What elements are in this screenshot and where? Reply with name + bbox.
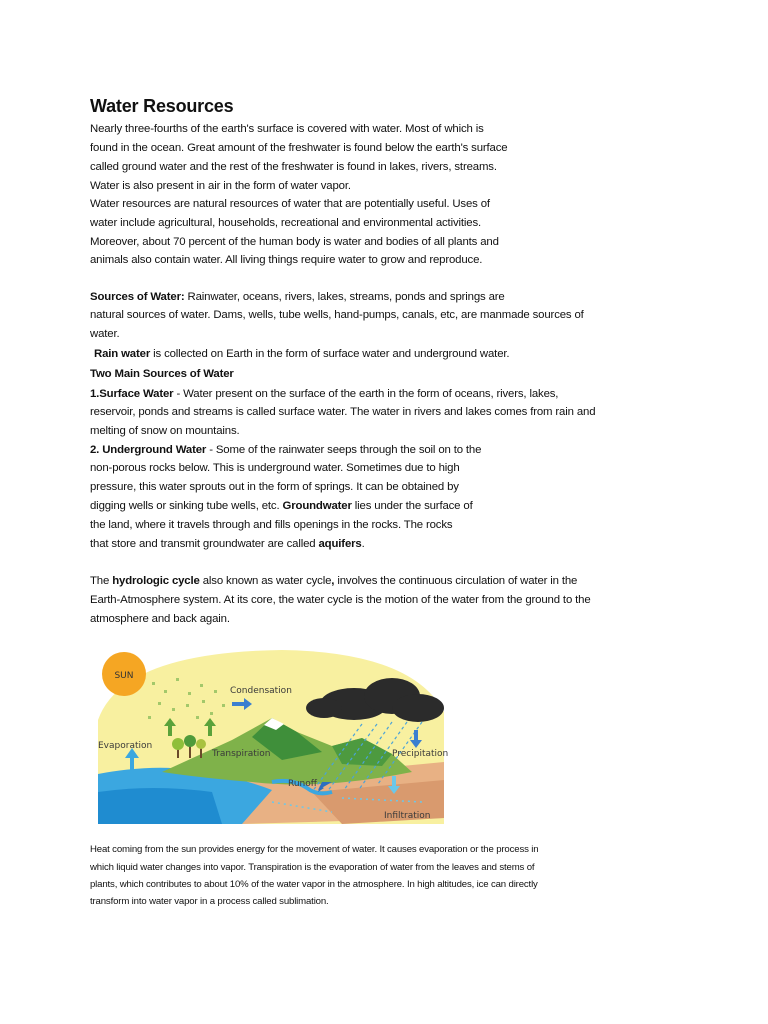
intro-line: found in the ocean. Great amount of the freshwater is found below the earth's surface	[90, 142, 508, 154]
hydro-line	[90, 574, 577, 588]
underground-line: the land, where it travels through and fills openings in the rocks. The rocks	[90, 519, 453, 531]
underground-line	[90, 443, 481, 457]
surface-text: - Water present on the surface of the earth in the form of oceans, rivers, lakes,	[173, 388, 559, 400]
surface-line: reservoir, ponds and streams is called surface water. The water in rivers and lakes comes from rain and	[90, 406, 596, 418]
section-heading: Two Main Sources of Water	[90, 368, 234, 380]
tree-trunk	[189, 746, 191, 758]
intro-line: Moreover, about 70 percent of the human body is water and bodies of all plants and	[90, 236, 499, 248]
underground-line: pressure, this water sprouts out in the form of springs. It can be obtained by	[90, 481, 459, 493]
underground-text: digging wells or sinking tube wells, etc.	[90, 500, 283, 512]
closing-line: plants, which contributes to about 10% of the water vapor in the atmosphere. In high altitudes, ice can directly	[90, 879, 538, 890]
tree-trunk	[200, 748, 202, 758]
underground-text: lies under the surface of	[351, 500, 473, 512]
intro-line: Water resources are natural resources of water that are potentially useful. Uses of	[90, 198, 490, 210]
tree-icon	[196, 739, 206, 749]
underground-text: that store and transmit groundwater are called	[90, 538, 319, 550]
sun-label: SUN	[114, 671, 134, 681]
hydrologic-term: hydrologic cycle	[112, 575, 200, 587]
hydro-comma: ,	[331, 575, 335, 587]
closing-line: which liquid water changes into vapor. Transpiration is the evaporation of water from the leaves and stems of	[90, 862, 535, 873]
closing-line: transform into water vapor in a process called sublimation.	[90, 896, 329, 907]
surface-label: 1.Surface Water	[90, 388, 174, 400]
underground-label: 2. Underground Water	[90, 444, 207, 456]
intro-line: water include agricultural, households, recreational and environmental activities.	[90, 217, 482, 229]
underground-text: - Some of the rainwater seeps through the soil on to the	[206, 444, 482, 456]
tree-icon	[172, 738, 184, 750]
intro-line: Water is also present in air in the form of water vapor.	[90, 180, 351, 192]
hydro-line: Earth-Atmosphere system. At its core, the water cycle is the motion of the water from the ground to the	[90, 594, 591, 606]
tree-icon	[184, 735, 196, 747]
closing-line: Heat coming from the sun provides energy for the movement of water. It causes evaporation or the process in	[90, 844, 539, 855]
sources-line: natural sources of water. Dams, wells, tube wells, hand-pumps, canals, etc, are manmade sources of	[90, 309, 584, 321]
ocean-deep	[98, 788, 222, 824]
precipitation-label: Precipitation	[392, 749, 449, 759]
page-title: Water Resources	[90, 96, 234, 116]
intro-line: Nearly three-fourths of the earth's surface is covered with water. Most of which is	[90, 123, 484, 135]
condensation-label: Condensation	[230, 686, 292, 696]
evaporation-label: Evaporation	[98, 741, 153, 751]
aquifers-term: aquifers	[318, 538, 362, 550]
hydro-text: also known as water cycle	[199, 575, 332, 587]
sources-line: water.	[90, 328, 120, 340]
intro-line: called ground water and the rest of the freshwater is found in lakes, rivers, streams.	[90, 161, 497, 173]
runoff-label: Runoff	[288, 779, 317, 789]
infiltration-label: Infiltration	[384, 811, 431, 821]
sources-text: Rainwater, oceans, rivers, lakes, streams, ponds and springs are	[184, 291, 505, 303]
rain-text: is collected on Earth in the form of surface water and underground water.	[150, 348, 510, 360]
water-cycle-diagram	[92, 642, 462, 824]
hydro-line: atmosphere and back again.	[90, 613, 230, 625]
transpiration-label: Transpiration	[212, 749, 271, 759]
groundwater-term: Groundwater	[282, 500, 352, 512]
sources-label: Sources of Water:	[90, 291, 185, 303]
underground-line	[90, 499, 473, 513]
underground-text: .	[361, 538, 365, 550]
hydro-text: The	[90, 575, 113, 587]
surface-line	[90, 387, 558, 401]
underground-line	[90, 537, 365, 551]
rain-label: Rain water	[94, 348, 151, 360]
underground-line: non-porous rocks below. This is underground water. Sometimes due to high	[90, 462, 460, 474]
surface-line: melting of snow on mountains.	[90, 425, 240, 437]
rain-line	[94, 347, 509, 361]
sources-line	[90, 290, 505, 304]
hydro-text: involves the continuous circulation of water in the	[334, 575, 578, 587]
intro-line: animals also contain water. All living things require water to grow and reproduce.	[90, 254, 483, 266]
